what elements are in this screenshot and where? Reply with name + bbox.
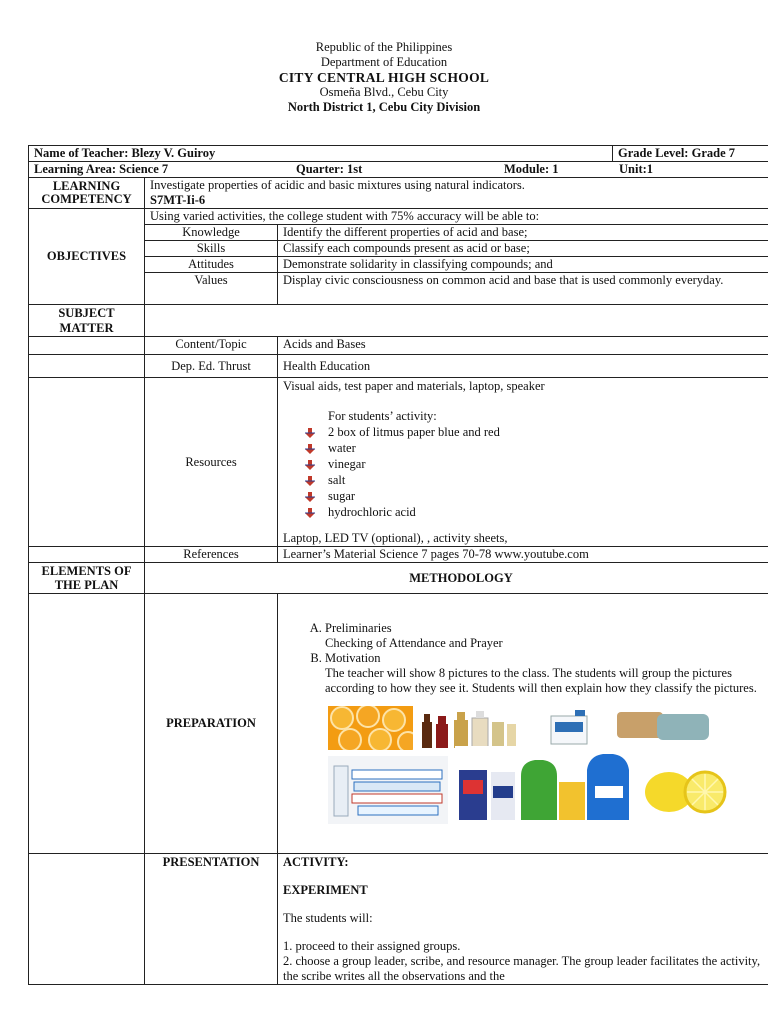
lemon-image bbox=[643, 764, 728, 818]
content-topic: Acids and Bases bbox=[278, 337, 768, 355]
info-row-1 bbox=[29, 146, 768, 162]
elements-label: ELEMENTS OF THE PLAN bbox=[29, 563, 145, 594]
list-item: 2 box of litmus paper blue and red bbox=[305, 424, 768, 440]
objectives-intro-row bbox=[29, 209, 768, 225]
arrow-bullet-icon bbox=[305, 460, 315, 470]
objective-domain: Values bbox=[145, 273, 278, 305]
list-item: sugar bbox=[305, 488, 768, 504]
list-item: water bbox=[305, 440, 768, 456]
subject-matter-label: SUBJECT MATTER bbox=[29, 305, 145, 337]
competency-row bbox=[29, 178, 768, 209]
preparation-label: PREPARATION bbox=[145, 594, 278, 854]
preparation-steps bbox=[283, 621, 768, 696]
learning-area: Learning Area: Science 7 bbox=[34, 162, 169, 176]
arrow-bullet-icon bbox=[305, 428, 315, 438]
arrow-bullet-icon bbox=[305, 476, 315, 486]
references-label: References bbox=[145, 547, 278, 563]
oranges-image bbox=[328, 706, 413, 750]
objective-domain: Skills bbox=[145, 241, 278, 257]
subject-matter-row bbox=[29, 305, 768, 337]
activity-heading: ACTIVITY: bbox=[283, 855, 349, 869]
list-item: vinegar bbox=[305, 456, 768, 472]
lesson-plan-table bbox=[28, 145, 768, 985]
competency-text: Investigate properties of acidic and basic mixtures using natural indicators. bbox=[150, 178, 525, 192]
grade-level: Grade Level: Grade 7 bbox=[613, 146, 768, 162]
references-value: Learner’s Material Science 7 pages 70-78 www.youtube.com bbox=[278, 547, 768, 563]
references-row bbox=[29, 547, 768, 563]
objective-text: Identify the different properties of acid and base; bbox=[278, 225, 768, 241]
objective-text: Demonstrate solidarity in classifying compounds; and bbox=[278, 257, 768, 273]
students-will: The students will: bbox=[283, 911, 373, 925]
objectives-label: OBJECTIVES bbox=[29, 209, 145, 305]
soap-bars-image bbox=[615, 708, 713, 742]
department-line: Department of Education bbox=[320, 55, 448, 69]
school-name: CITY CENTRAL HIGH SCHOOL bbox=[278, 70, 490, 85]
methodology-label: METHODOLOGY bbox=[145, 563, 768, 594]
detergents-image bbox=[455, 746, 635, 824]
thrust-value: Health Education bbox=[278, 355, 768, 378]
list-item: hydrochloric acid bbox=[305, 504, 768, 520]
methodology-header-row bbox=[29, 563, 768, 594]
republic-line: Republic of the Philippines bbox=[315, 40, 453, 54]
competency-label: LEARNING COMPETENCY bbox=[29, 178, 145, 209]
content-row bbox=[29, 337, 768, 355]
document-header bbox=[0, 40, 768, 115]
bleach-jug-image bbox=[545, 706, 597, 746]
unit: Unit:1 bbox=[619, 162, 654, 176]
teacher-name: Name of Teacher: Blezy V. Guiroy bbox=[29, 146, 613, 162]
arrow-bullet-icon bbox=[305, 492, 315, 502]
competency-code: S7MT-Ii-6 bbox=[150, 193, 206, 207]
content-label: Content/Topic bbox=[145, 337, 278, 355]
list-item: salt bbox=[305, 472, 768, 488]
step-2: 2. choose a group leader, scribe, and resource manager. The group leader facilitates the activity, the scribe writes all the observations and the bbox=[283, 954, 761, 983]
step-1: 1. proceed to their assigned groups. bbox=[283, 939, 461, 953]
toothpaste-image bbox=[328, 756, 448, 824]
school-address: Osmeña Blvd., Cebu City bbox=[319, 85, 449, 99]
bottles-image bbox=[418, 708, 518, 750]
objectives-intro: Using varied activities, the college student with 75% accuracy will be able to: bbox=[145, 209, 768, 225]
experiment-heading: EXPERIMENT bbox=[283, 883, 368, 897]
district-line: North District 1, Cebu City Division bbox=[287, 100, 481, 114]
thrust-label: Dep. Ed. Thrust bbox=[145, 355, 278, 378]
arrow-bullet-icon bbox=[305, 508, 315, 518]
info-row-2 bbox=[29, 162, 768, 178]
objective-domain: Attitudes bbox=[145, 257, 278, 273]
list-item: B. Motivation The teacher will show 8 pictures to the class. The students will group the pictures according to how they see it. Students will then explain how they classify the pictures. bbox=[325, 651, 768, 696]
resources-label: Resources bbox=[145, 378, 278, 547]
motivation-pictures bbox=[283, 706, 768, 824]
thrust-row bbox=[29, 355, 768, 378]
objective-text: Classify each compounds present as acid or base; bbox=[278, 241, 768, 257]
objective-text: Display civic consciousness on common acid and base that is used commonly everyday. bbox=[278, 273, 768, 305]
arrow-bullet-icon bbox=[305, 444, 315, 454]
resources-intro: Visual aids, test paper and materials, laptop, speaker bbox=[283, 379, 545, 393]
module: Module: 1 bbox=[504, 162, 559, 176]
resource-list bbox=[283, 424, 768, 520]
resources-row bbox=[29, 378, 768, 547]
quarter: Quarter: 1st bbox=[296, 162, 363, 176]
resources-extra: Laptop, LED TV (optional), , activity sheets, bbox=[283, 531, 508, 545]
presentation-row bbox=[29, 854, 768, 985]
students-activity-label: For students’ activity: bbox=[328, 409, 437, 423]
objective-domain: Knowledge bbox=[145, 225, 278, 241]
preparation-row bbox=[29, 594, 768, 854]
presentation-label: PRESENTATION bbox=[145, 854, 278, 985]
list-item: A. Preliminaries Checking of Attendance and Prayer bbox=[325, 621, 768, 651]
